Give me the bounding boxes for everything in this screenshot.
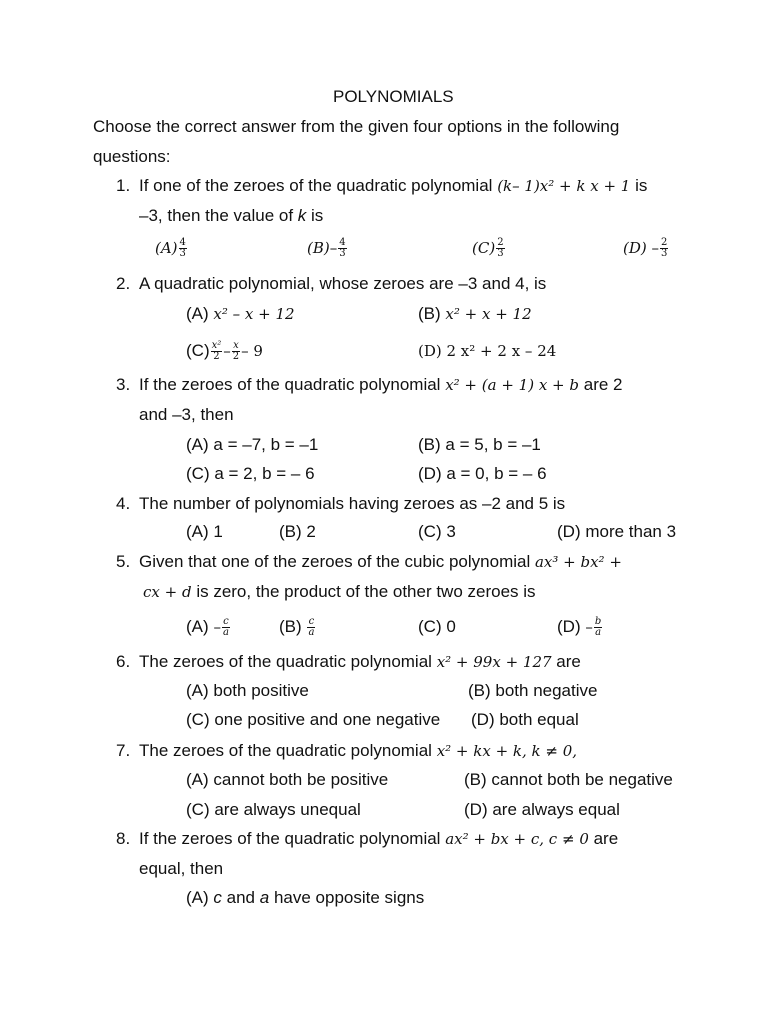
fraction: $\frac{4}{3}$ bbox=[179, 237, 186, 260]
question-5-number: 5. bbox=[116, 552, 131, 571]
question-4-text: The number of polynomials having zeroes as –2 and 5 is bbox=[139, 494, 566, 513]
question-3-number: 3. bbox=[116, 375, 131, 394]
question-2-text: A quadratic polynomial, whose zeroes are –3 and 4, is bbox=[139, 274, 547, 293]
question-3-option-c: (C) a = 2, b = – 6 bbox=[186, 464, 315, 483]
question-8-option-a: (A) c and a have opposite signs bbox=[186, 888, 425, 907]
page-title: POLYNOMIALS bbox=[333, 87, 454, 106]
question-1-line-2 bbox=[139, 206, 323, 226]
question-3-line-2: and –3, then bbox=[139, 405, 234, 424]
question-8-line-1: If the zeroes of the quadratic polynomial ax² + bx + c, c ≠ 0 are bbox=[139, 829, 619, 848]
question-1-option-d: (D) – $\frac{2}{3}$ bbox=[623, 237, 668, 260]
question-1-option-b: (B)– $\frac{4}{3}$ bbox=[307, 237, 346, 260]
question-4-option-a: (A) 1 bbox=[186, 522, 223, 541]
question-8-expression: ax² + bx + c, c ≠ 0 bbox=[445, 830, 589, 848]
question-5-line-2: cx + d is zero, the product of the other two zeroes is bbox=[143, 582, 536, 601]
fraction: $\frac{c}{a}$ bbox=[308, 616, 315, 639]
question-5-line-1: Given that one of the zeroes of the cubic polynomial ax³ + bx² + bbox=[139, 552, 622, 571]
question-4-option-d: (D) more than 3 bbox=[557, 522, 677, 541]
question-6-line-1: The zeroes of the quadratic polynomial x² + 99x + 127 are bbox=[139, 652, 581, 671]
question-3-option-b: (B) a = 5, b = –1 bbox=[418, 435, 541, 454]
question-4-option-b: (B) 2 bbox=[279, 522, 316, 541]
question-4-number: 4. bbox=[116, 494, 131, 513]
question-5-option-a: (A) – $\frac{c}{a}$ bbox=[186, 616, 229, 639]
question-1-text-end: is bbox=[635, 176, 648, 195]
question-6-option-b: (B) both negative bbox=[468, 681, 598, 700]
question-5-expression-2: cx + d bbox=[143, 583, 192, 601]
question-5-option-b: (B) $\frac{c}{a}$ bbox=[279, 616, 315, 639]
question-1-line-2-end: is bbox=[311, 206, 324, 225]
fraction: $\frac{x}{2}$ bbox=[232, 340, 240, 363]
question-3-line-1: If the zeroes of the quadratic polynomial x² + (a + 1) x + b are 2 bbox=[139, 375, 623, 394]
instruction-line-2: questions: bbox=[93, 147, 171, 166]
fraction: $\frac{b}{a}$ bbox=[594, 616, 602, 639]
question-1-text: If one of the zeroes of the quadratic polynomial bbox=[139, 176, 493, 195]
question-7-option-c: (C) are always unequal bbox=[186, 800, 361, 819]
question-2-option-c: (C) $\frac{\text{x²}}{2}$ – $\frac{x}{2}$ – 9 bbox=[186, 340, 263, 363]
fraction: $\frac{c}{a}$ bbox=[222, 616, 229, 639]
question-6-expression: x² + 99x + 127 bbox=[436, 653, 552, 671]
question-7-line-1: The zeroes of the quadratic polynomial x² + kx + k, k ≠ 0, bbox=[139, 741, 578, 760]
fraction: $\frac{\text{x²}}{2}$ bbox=[211, 340, 222, 363]
fraction: $\frac{2}{3}$ bbox=[661, 237, 668, 260]
question-7-option-d: (D) are always equal bbox=[464, 800, 620, 819]
question-3-expression: x² + (a + 1) x + b bbox=[445, 376, 579, 394]
question-1-line-2-text: –3, then the value of bbox=[139, 206, 294, 225]
question-5-option-d: (D) – $\frac{b}{a}$ bbox=[557, 616, 602, 639]
question-8-line-2: equal, then bbox=[139, 859, 224, 878]
fraction: $\frac{4}{3}$ bbox=[339, 237, 346, 260]
question-6-number: 6. bbox=[116, 652, 131, 671]
question-2-number: 2. bbox=[116, 274, 131, 293]
question-1-option-c: (C) $\frac{2}{3}$ bbox=[472, 237, 504, 260]
question-1-option-a: (A) $\frac{4}{3}$ bbox=[155, 237, 186, 260]
question-7-number: 7. bbox=[116, 741, 131, 760]
question-1-number: 1. bbox=[116, 176, 131, 195]
question-7-option-b: (B) cannot both be negative bbox=[464, 770, 673, 789]
question-1-expression: (k– 1)x² + k x + 1 bbox=[497, 177, 631, 195]
instruction-line-1: Choose the correct answer from the given four options in the following bbox=[93, 117, 620, 136]
question-6-option-c: (C) one positive and one negative bbox=[186, 710, 441, 729]
question-7-option-a: (A) cannot both be positive bbox=[186, 770, 389, 789]
question-5-expression-1: ax³ + bx² + bbox=[534, 553, 622, 571]
question-2-option-d: (D) 2 x² + 2 x – 24 bbox=[418, 342, 557, 360]
question-5-option-c: (C) 0 bbox=[418, 617, 456, 636]
fraction: $\frac{2}{3}$ bbox=[497, 237, 504, 260]
question-6-option-d: (D) both equal bbox=[471, 710, 579, 729]
question-3-option-a: (A) a = –7, b = –1 bbox=[186, 435, 319, 454]
question-6-option-a: (A) both positive bbox=[186, 681, 309, 700]
question-1-line-1 bbox=[139, 176, 647, 196]
question-8-number: 8. bbox=[116, 829, 131, 848]
question-7-expression: x² + kx + k, k ≠ 0, bbox=[436, 742, 578, 760]
question-4-option-c: (C) 3 bbox=[418, 522, 456, 541]
question-2-option-a: (A) x² – x + 12 bbox=[186, 304, 295, 323]
question-1-variable: k bbox=[297, 206, 307, 225]
question-3-option-d: (D) a = 0, b = – 6 bbox=[418, 464, 547, 483]
question-2-option-b: (B) x² + x + 12 bbox=[418, 304, 532, 323]
